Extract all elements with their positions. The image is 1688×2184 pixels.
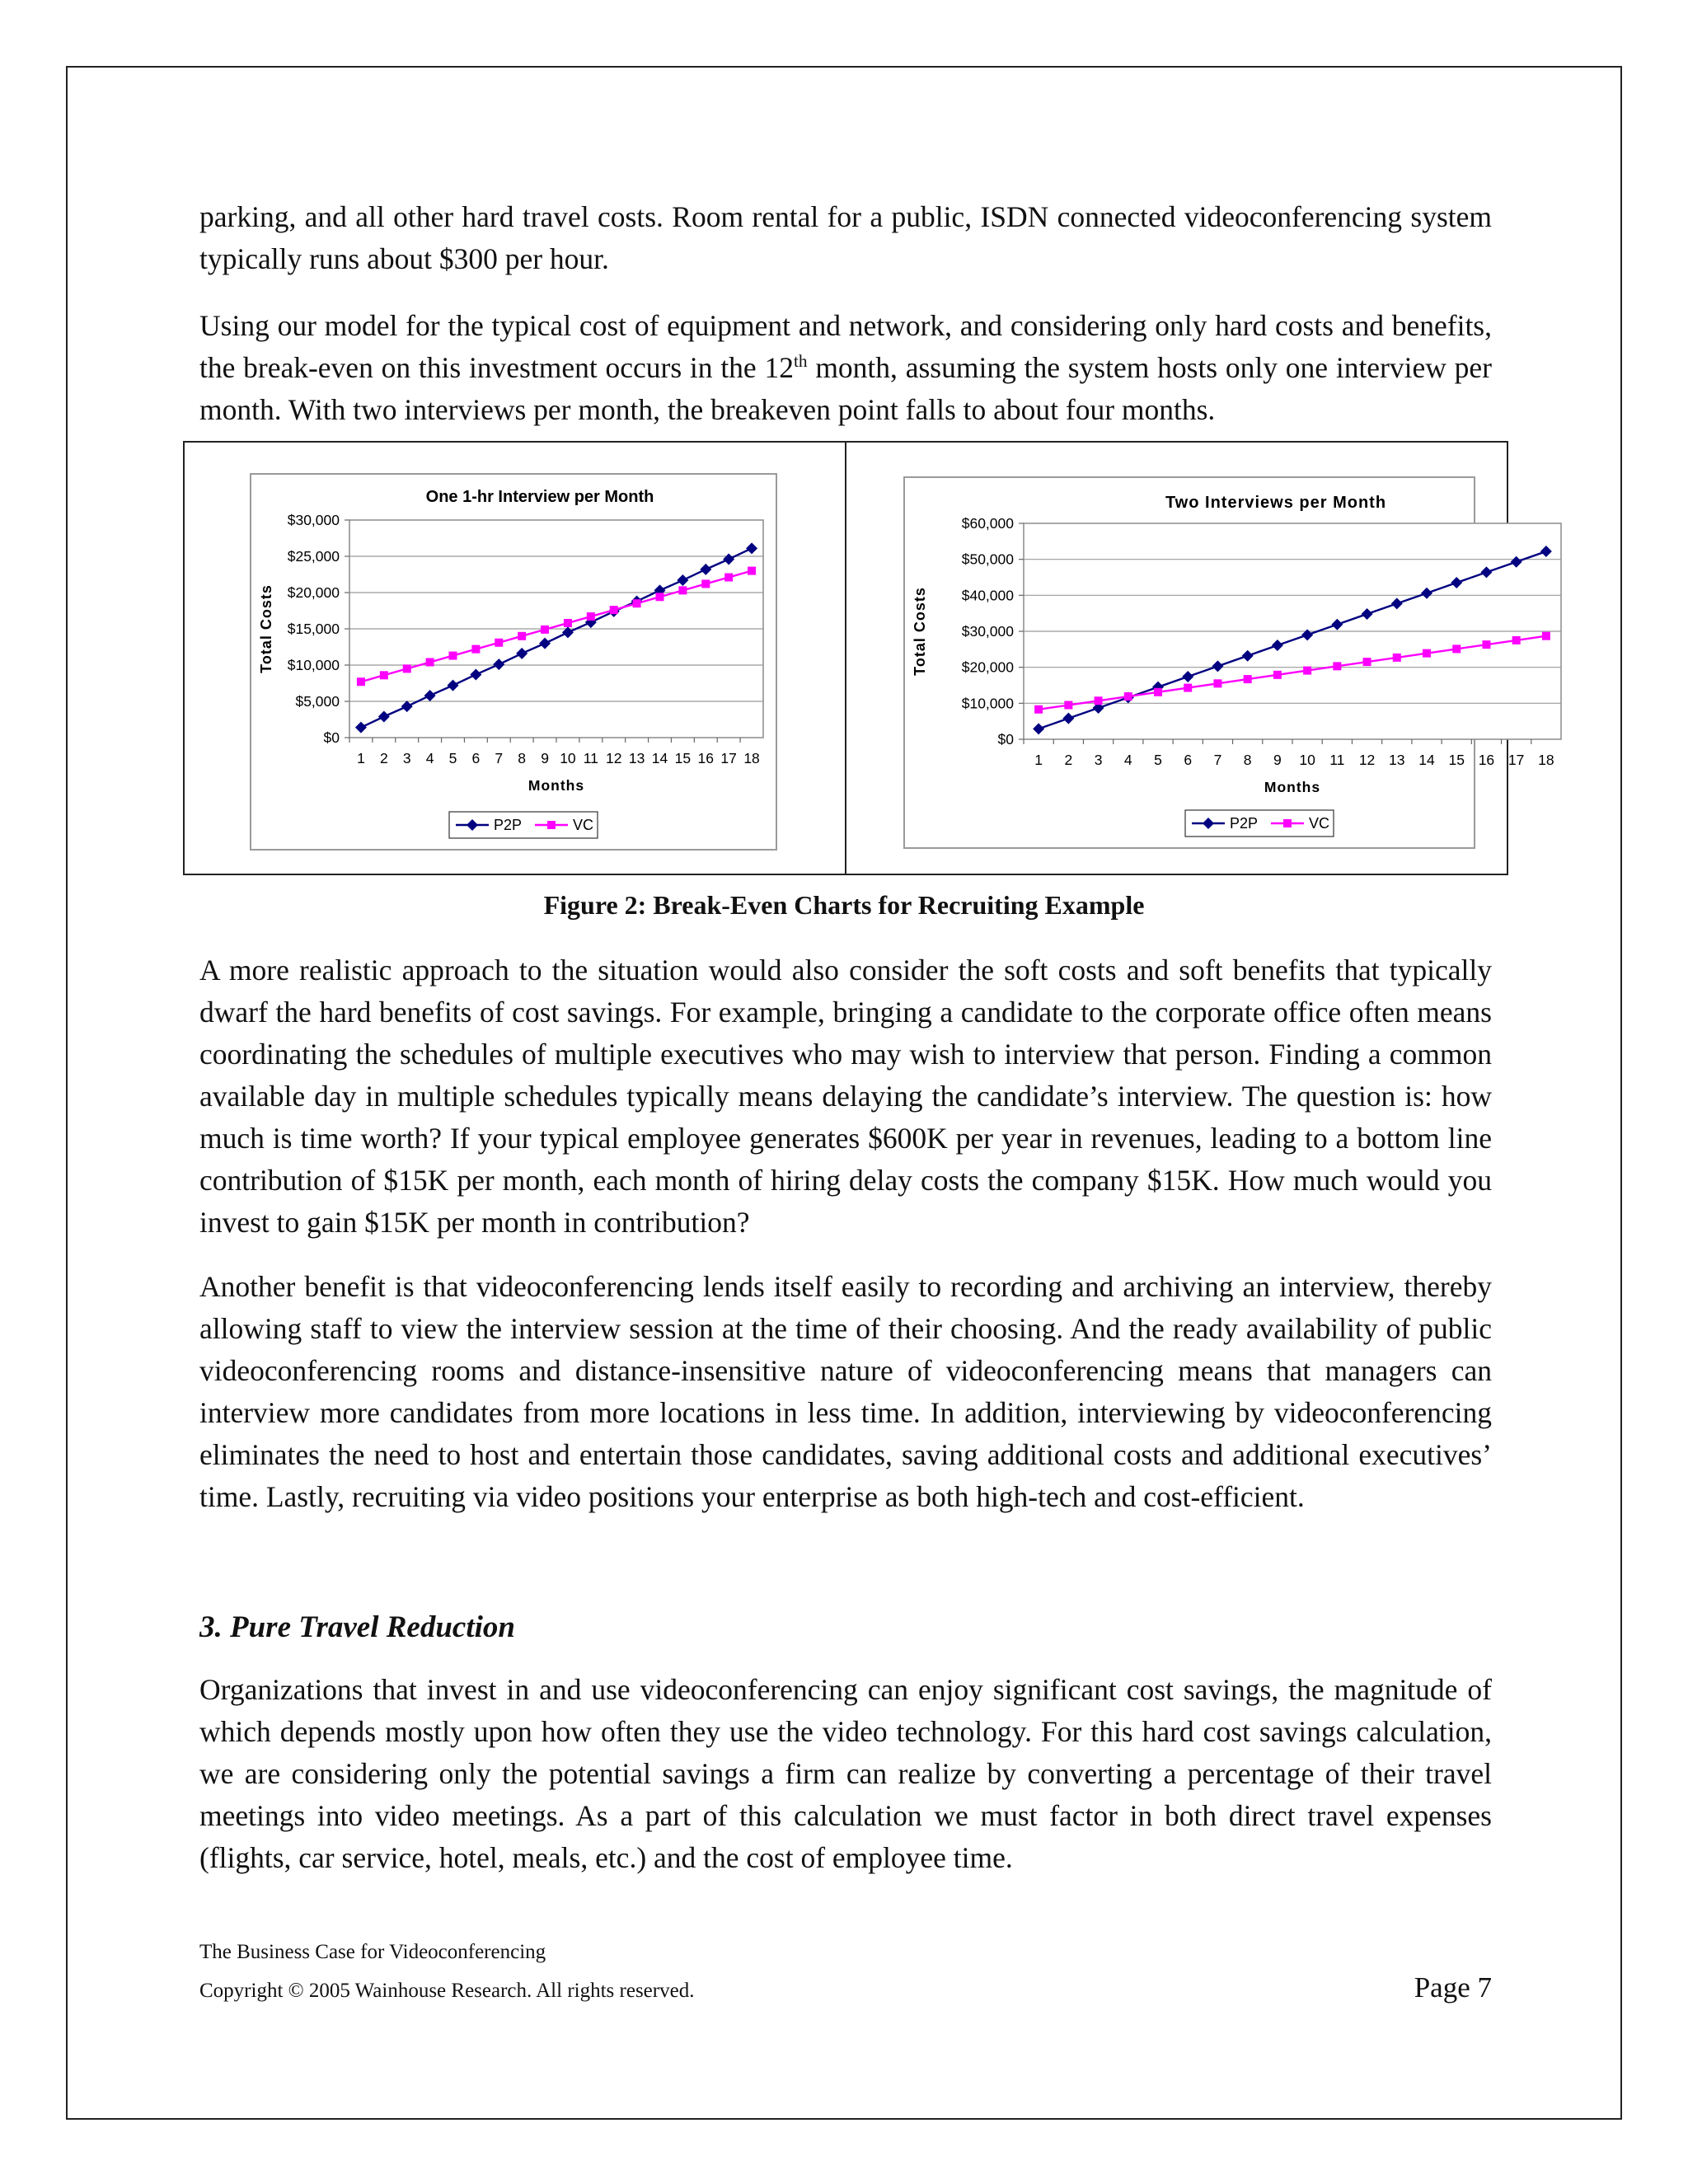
x-tick-label: 9 bbox=[541, 750, 549, 766]
y-tick-label: $5,000 bbox=[295, 693, 340, 710]
data-point-vc bbox=[564, 619, 572, 627]
x-tick-label: 14 bbox=[651, 750, 668, 766]
y-tick-label: $40,000 bbox=[961, 587, 1014, 604]
data-point-vc bbox=[1124, 692, 1132, 701]
y-tick-label: $20,000 bbox=[961, 658, 1014, 676]
y-tick-label: $25,000 bbox=[287, 548, 340, 565]
data-point-vc bbox=[541, 626, 549, 634]
data-point-vc bbox=[1095, 696, 1103, 705]
data-point-vc bbox=[380, 671, 388, 679]
x-tick-label: 11 bbox=[583, 750, 598, 766]
paragraph-2 bbox=[199, 305, 1492, 431]
x-tick-label: 13 bbox=[628, 750, 645, 766]
data-point-vc bbox=[403, 664, 411, 673]
data-point-vc bbox=[1512, 636, 1521, 644]
data-point-vc bbox=[1273, 671, 1282, 679]
paragraph-3: A more realistic approach to the situation would also consider the soft costs and soft benefits that typically dwarf the hard benefits of cost savings. For example, bringing a candidate to the corporate office often means coordinating the schedules of multiple executives who may wish to interview that person. Finding a common available day in multiple schedules typically means delaying the candidate’s interview. The question is: how much is time worth? If your typical employee generates $600K per year in revenues, leading to a bottom line contribution of $15K per month, each month of hiring delay costs the company $15K. How much would you invest to gain $15K per month in contribution? bbox=[199, 954, 1492, 1239]
x-tick-label: 8 bbox=[1243, 752, 1252, 768]
data-point-vc bbox=[656, 593, 664, 601]
data-point-vc bbox=[1393, 654, 1401, 662]
x-tick-label: 4 bbox=[1123, 752, 1132, 768]
data-point-vc bbox=[426, 658, 434, 666]
x-tick-label: 6 bbox=[471, 750, 481, 766]
data-point-vc bbox=[1482, 640, 1490, 649]
x-tick-label: 10 bbox=[1299, 752, 1315, 768]
data-point-vc bbox=[1333, 662, 1341, 670]
chart-cell-1 bbox=[185, 443, 845, 874]
figure-2 bbox=[183, 441, 1554, 875]
ordinal-superscript: th bbox=[793, 351, 808, 372]
data-point-vc bbox=[1034, 705, 1043, 714]
x-tick-label: 5 bbox=[1154, 752, 1162, 768]
data-point-vc bbox=[1303, 667, 1311, 675]
data-point-vc bbox=[1213, 679, 1221, 687]
data-point-vc bbox=[1154, 688, 1162, 696]
x-tick-label: 13 bbox=[1389, 752, 1405, 768]
data-point-vc bbox=[1244, 675, 1252, 683]
data-point-vc bbox=[610, 606, 618, 614]
legend-label-p2p: P2P bbox=[494, 817, 523, 833]
x-tick-label: 11 bbox=[1329, 752, 1345, 768]
x-tick-label: 12 bbox=[1358, 752, 1376, 768]
break-even-chart-two-interviews bbox=[846, 443, 1554, 875]
y-tick-label: $60,000 bbox=[961, 515, 1014, 532]
data-point-vc bbox=[518, 632, 526, 640]
break-even-chart-one-interview bbox=[185, 443, 847, 875]
chart-cell-2 bbox=[845, 443, 1554, 874]
footer-page-number: Page 7 bbox=[1414, 1971, 1492, 2004]
figure-caption: Figure 2: Break-Even Charts for Recruiting Example bbox=[543, 890, 1145, 920]
x-tick-label: 17 bbox=[1507, 752, 1525, 768]
x-tick-label: 15 bbox=[1448, 752, 1465, 768]
paragraph-2-text-b: month, assuming the system hosts only one interview per month. With two interviews per month, the breakeven point falls to about four months. bbox=[199, 351, 1492, 426]
paragraph-5: Organizations that invest in and use videoconferencing can enjoy significant cost savings, the magnitude of which depends mostly upon how often they use the video technology. For this hard cost savings calculation, we are considering only the potential savings a firm can realize by converting a percentage of their travel meetings into video meetings. As a part of this calculation we must factor in both direct travel expenses (flights, car service, hotel, meals, etc.) and the cost of employee time. bbox=[199, 1673, 1492, 1874]
y-tick-label: $30,000 bbox=[287, 512, 340, 528]
footer-document-title: The Business Case for Videoconferencing bbox=[199, 1941, 546, 1963]
paragraph-2-text-a: Using our model for the typical cost of equipment and network, and considering only hard costs and benefits, the break-even on this investment occurs in the 12 bbox=[199, 309, 1492, 384]
data-point-vc bbox=[495, 639, 503, 647]
section-heading: 3. Pure Travel Reduction bbox=[199, 1610, 515, 1644]
x-tick-label: 6 bbox=[1184, 752, 1193, 768]
paragraph-4: Another benefit is that videoconferencing lends itself easily to recording and archiving an interview, thereby allowing staff to view the interview session at the time of their choosing. And the ready availability of public videoconferencing rooms and distance-insensitive nature of videoconferencing means that managers can interview more candidates from more locations in less time. In addition, interviewing by videoconferencing eliminates the need to host and entertain those candidates, saving additional costs and additional executives’ time. Lastly, recruiting via video positions your enterprise as both high-tech and cost-efficient. bbox=[199, 1270, 1492, 1513]
data-point-vc bbox=[357, 677, 365, 686]
data-point-vc bbox=[471, 645, 480, 654]
data-point-vc bbox=[449, 652, 457, 660]
footer-copyright: Copyright © 2005 Wainhouse Research. All rights reserved. bbox=[199, 1980, 695, 2002]
legend-marker-vc bbox=[547, 821, 556, 829]
x-tick-label: 14 bbox=[1418, 752, 1435, 768]
data-point-vc bbox=[1064, 701, 1072, 710]
x-tick-label: 1 bbox=[1034, 752, 1043, 768]
data-point-vc bbox=[678, 586, 687, 594]
y-tick-label: $30,000 bbox=[961, 623, 1014, 640]
x-axis-label: Months bbox=[528, 777, 585, 794]
x-tick-label: 1 bbox=[357, 750, 365, 766]
x-tick-label: 7 bbox=[1213, 752, 1222, 768]
x-tick-label: 5 bbox=[448, 750, 457, 766]
data-point-vc bbox=[724, 574, 733, 582]
legend-label-p2p: P2P bbox=[1230, 815, 1259, 832]
data-point-vc bbox=[748, 567, 756, 575]
chart-title: One 1-hr Interview per Month bbox=[425, 488, 654, 506]
x-tick-label: 15 bbox=[674, 750, 692, 766]
data-point-vc bbox=[701, 579, 710, 588]
y-tick-label: $0 bbox=[997, 731, 1014, 748]
y-tick-label: $15,000 bbox=[287, 621, 340, 637]
legend-label-vc: VC bbox=[1309, 815, 1330, 832]
legend-marker-vc bbox=[1283, 819, 1292, 827]
y-tick-label: $10,000 bbox=[287, 657, 340, 673]
x-tick-label: 3 bbox=[402, 750, 411, 766]
y-axis-label: Total Costs bbox=[912, 587, 928, 676]
data-point-vc bbox=[1542, 632, 1550, 640]
y-tick-label: $20,000 bbox=[287, 584, 340, 601]
paragraph-1: parking, and all other hard travel costs. Room rental for a public, ISDN connected videoconferencing system typically runs about $300 per hour. bbox=[199, 200, 1492, 275]
x-tick-label: 9 bbox=[1273, 752, 1282, 768]
x-tick-label: 18 bbox=[743, 750, 760, 766]
x-tick-label: 8 bbox=[518, 750, 527, 766]
x-tick-label: 16 bbox=[697, 750, 715, 766]
x-tick-label: 12 bbox=[605, 750, 622, 766]
x-tick-label: 4 bbox=[425, 750, 434, 766]
data-point-vc bbox=[633, 599, 641, 607]
chart-title: Two Interviews per Month bbox=[1165, 494, 1387, 512]
x-tick-label: 2 bbox=[379, 750, 388, 766]
data-point-vc bbox=[1423, 649, 1431, 658]
section-heading-wrap bbox=[199, 1610, 1492, 1645]
x-tick-label: 10 bbox=[560, 750, 576, 766]
x-tick-label: 7 bbox=[495, 750, 504, 766]
y-tick-label: $0 bbox=[323, 729, 340, 746]
x-tick-label: 2 bbox=[1064, 752, 1073, 768]
data-point-vc bbox=[1363, 658, 1372, 666]
x-tick-label: 18 bbox=[1538, 752, 1554, 768]
y-axis-label: Total Costs bbox=[258, 584, 274, 673]
x-tick-label: 17 bbox=[720, 750, 737, 766]
legend-label-vc: VC bbox=[573, 817, 594, 833]
y-tick-label: $50,000 bbox=[961, 551, 1014, 568]
data-point-vc bbox=[1184, 684, 1192, 692]
x-tick-label: 3 bbox=[1094, 752, 1103, 768]
data-point-vc bbox=[587, 612, 595, 621]
x-axis-label: Months bbox=[1264, 779, 1321, 795]
data-point-vc bbox=[1452, 644, 1461, 653]
y-tick-label: $10,000 bbox=[961, 695, 1014, 712]
x-tick-label: 16 bbox=[1478, 752, 1495, 768]
